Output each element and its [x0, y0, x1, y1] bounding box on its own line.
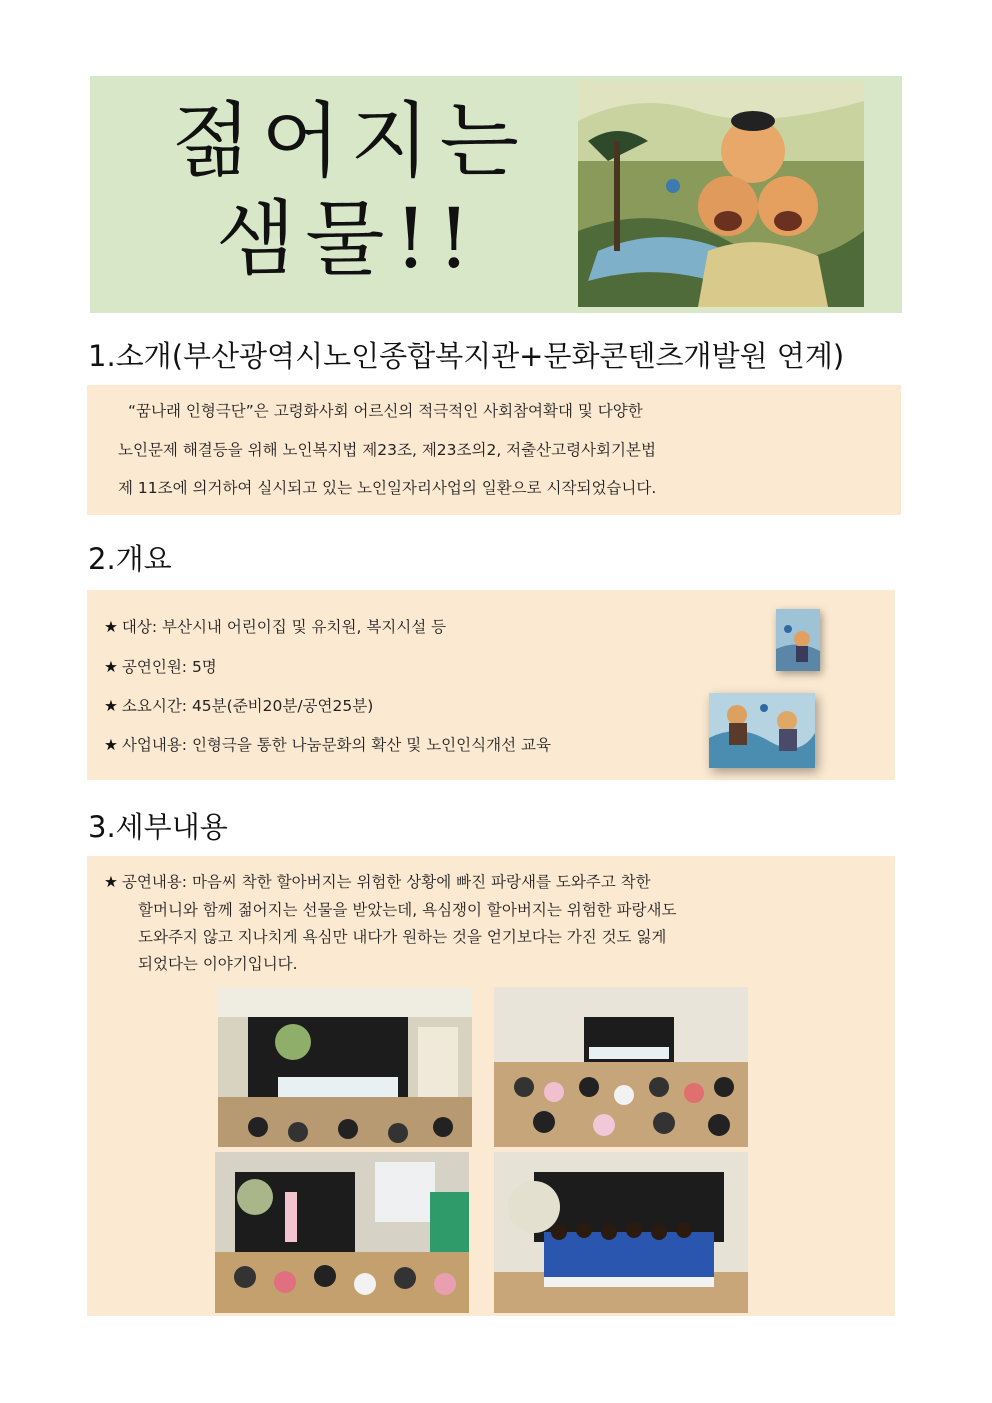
page-title-line2: 샘물!!: [216, 192, 481, 287]
details-text: 공연내용: 마음씨 착한 할아버지는 위험한 상황에 빠진 파랑새를 도와주고 착한: [121, 873, 651, 891]
details-text-line: 할머니와 함께 젊어지는 선물을 받았는데, 욕심쟁이 할아버지는 위험한 파랑새도: [138, 901, 677, 919]
performance-photo: [494, 987, 748, 1147]
overview-item-text: 소요시간: 45분(준비20분/공연25분): [121, 697, 374, 715]
details-text-line: [104, 872, 651, 892]
star-icon: ★: [104, 873, 118, 891]
performance-photo: [494, 1152, 748, 1313]
star-icon: ★: [104, 618, 118, 636]
overview-item: [104, 617, 446, 637]
details-text-line: 도와주지 않고 지나치게 욕심만 내다가 원하는 것을 얻기보다는 가진 것도 잃게: [138, 928, 667, 946]
star-icon: ★: [104, 697, 118, 715]
storybook-illustration: [578, 81, 864, 307]
intro-text-line: “꿈나래 인형극단”은 고령화사회 어르신의 적극적인 사회참여확대 및 다양한: [128, 402, 643, 420]
details-text-line: 되었다는 이야기입니다.: [138, 955, 298, 973]
overview-item-text: 대상: 부산시내 어린이집 및 유치원, 복지시설 등: [121, 618, 447, 636]
page-title-line1: 젊어지는: [172, 94, 529, 189]
section-heading-intro: 1.소개(부산광역시노인종합복지관+문화콘텐츠개발원 연계): [88, 339, 845, 373]
performance-photo: [218, 987, 472, 1147]
overview-item: [104, 657, 217, 677]
section-heading-overview: 2.개요: [88, 542, 172, 576]
overview-item-text: 공연인원: 5명: [121, 658, 217, 676]
intro-text-line: 제 11조에 의거하여 실시되고 있는 노인일자리사업의 일환으로 시작되었습니다.: [118, 479, 657, 497]
star-icon: ★: [104, 658, 118, 676]
overview-item: [104, 696, 373, 716]
overview-item-text: 사업내용: 인형극을 통한 나눔문화의 확산 및 노인인식개선 교육: [121, 736, 551, 754]
details-box: [87, 856, 895, 1316]
performance-photo: [215, 1152, 469, 1313]
story-thumbnail-large: [709, 693, 815, 768]
overview-item: [104, 735, 551, 755]
intro-text-line: 노인문제 해결등을 위해 노인복지법 제23조, 제23조의2, 저출산고령사회기본법: [118, 441, 656, 459]
story-thumbnail-small: [776, 609, 820, 671]
section-heading-details: 3.세부내용: [88, 810, 228, 844]
star-icon: ★: [104, 736, 118, 754]
